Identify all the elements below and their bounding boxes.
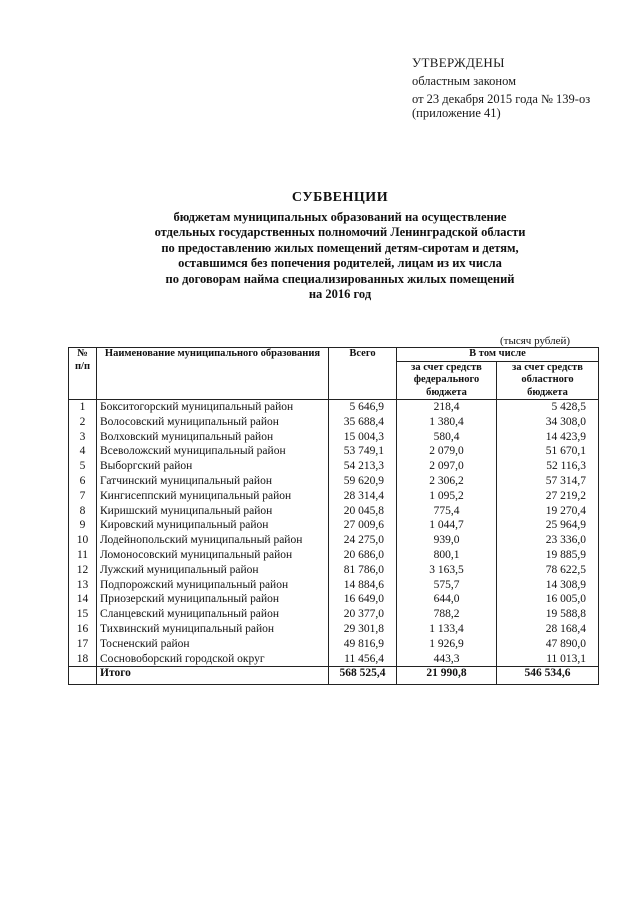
- row-number: 17: [69, 637, 97, 652]
- total-row-label: Итого: [97, 667, 329, 685]
- approval-stamp: [412, 56, 590, 120]
- row-regional: 16 005,0: [497, 592, 599, 607]
- row-regional: 52 116,3: [497, 459, 599, 474]
- row-federal: 788,2: [397, 607, 497, 622]
- row-federal: 218,4: [397, 400, 497, 415]
- document-heading: [80, 190, 600, 303]
- row-federal: 1 133,4: [397, 622, 497, 637]
- row-municipality-name: Киришский муниципальный район: [97, 504, 329, 519]
- row-federal: 3 163,5: [397, 563, 497, 578]
- row-municipality-name: Ломоносовский муниципальный район: [97, 548, 329, 563]
- row-municipality-name: Кировский муниципальный район: [97, 518, 329, 533]
- row-federal: 800,1: [397, 548, 497, 563]
- row-number: 11: [69, 548, 97, 563]
- row-municipality-name: Сосновоборский городской округ: [97, 652, 329, 667]
- heading-line: на 2016 год: [308, 287, 372, 301]
- row-municipality-name: Выборгский район: [97, 459, 329, 474]
- row-total: 24 275,0: [329, 533, 397, 548]
- row-regional: 28 168,4: [497, 622, 599, 637]
- col-header-name: Наименование муниципального образования: [97, 348, 329, 400]
- table-row: [69, 415, 599, 430]
- row-federal: 939,0: [397, 533, 497, 548]
- heading-line: отдельных государственных полномочий Ленинградской области: [154, 225, 526, 239]
- table-row: [69, 637, 599, 652]
- row-federal: 775,4: [397, 504, 497, 519]
- approval-title: УТВЕРЖДЕНЫ: [412, 55, 505, 70]
- total-row-number: [69, 667, 97, 685]
- table-row: [69, 548, 599, 563]
- row-federal: 1 926,9: [397, 637, 497, 652]
- approval-line-appendix: (приложение 41): [412, 106, 501, 120]
- row-federal: 2 079,0: [397, 444, 497, 459]
- row-federal: 2 306,2: [397, 474, 497, 489]
- heading-line: по предоставлению жилых помещений детям-сиротам и детям,: [161, 240, 519, 255]
- row-number: 15: [69, 607, 97, 622]
- row-total: 27 009,6: [329, 518, 397, 533]
- row-regional: 25 964,9: [497, 518, 599, 533]
- row-regional: 51 670,1: [497, 444, 599, 459]
- row-federal: 644,0: [397, 592, 497, 607]
- approval-line-date: от 23 декабря 2015 года № 139-оз: [412, 92, 591, 106]
- row-total: 11 456,4: [329, 652, 397, 667]
- row-number: 3: [69, 430, 97, 445]
- col-header-regional: за счет средств областного бюджета: [497, 361, 599, 400]
- row-total: 54 213,3: [329, 459, 397, 474]
- row-regional: 11 013,1: [497, 652, 599, 667]
- table-row: [69, 578, 599, 593]
- subsidy-table: [68, 347, 599, 685]
- table-row: [69, 504, 599, 519]
- row-total: 20 686,0: [329, 548, 397, 563]
- table-row: [69, 489, 599, 504]
- row-regional: 19 270,4: [497, 504, 599, 519]
- col-header-including: В том числе: [397, 348, 599, 362]
- row-regional: 78 622,5: [497, 563, 599, 578]
- row-number: 8: [69, 504, 97, 519]
- row-number: 16: [69, 622, 97, 637]
- row-total: 20 377,0: [329, 607, 397, 622]
- heading-line: бюджетам муниципальных образований на осуществление: [173, 209, 507, 224]
- table-row: [69, 533, 599, 548]
- row-municipality-name: Лодейнопольский муниципальный район: [97, 533, 329, 548]
- row-regional: 14 308,9: [497, 578, 599, 593]
- row-regional: 14 423,9: [497, 430, 599, 445]
- table-row: [69, 592, 599, 607]
- table-row: [69, 607, 599, 622]
- total-row-sum: 568 525,4: [329, 667, 397, 685]
- table-row: [69, 474, 599, 489]
- row-municipality-name: Гатчинский муниципальный район: [97, 474, 329, 489]
- row-total: 5 646,9: [329, 400, 397, 415]
- total-row-federal: 21 990,8: [397, 667, 497, 685]
- row-total: 15 004,3: [329, 430, 397, 445]
- row-number: 4: [69, 444, 97, 459]
- row-regional: 23 336,0: [497, 533, 599, 548]
- row-number: 7: [69, 489, 97, 504]
- row-number: 1: [69, 400, 97, 415]
- table-row: [69, 459, 599, 474]
- row-federal: 1 095,2: [397, 489, 497, 504]
- table-row: [69, 444, 599, 459]
- total-row-regional: 546 534,6: [497, 667, 599, 685]
- row-municipality-name: Волосовский муниципальный район: [97, 415, 329, 430]
- row-federal: 575,7: [397, 578, 497, 593]
- table-row: [69, 622, 599, 637]
- row-municipality-name: Тосненский район: [97, 637, 329, 652]
- table-row: [69, 652, 599, 667]
- row-municipality-name: Кингисеппский муниципальный район: [97, 489, 329, 504]
- row-regional: 19 885,9: [497, 548, 599, 563]
- row-number: 5: [69, 459, 97, 474]
- row-federal: 580,4: [397, 430, 497, 445]
- row-municipality-name: Лужский муниципальный район: [97, 563, 329, 578]
- row-regional: 27 219,2: [497, 489, 599, 504]
- row-number: 18: [69, 652, 97, 667]
- row-regional: 34 308,0: [497, 415, 599, 430]
- approval-line-law: областным законом: [412, 74, 517, 88]
- row-number: 12: [69, 563, 97, 578]
- row-total: 59 620,9: [329, 474, 397, 489]
- row-number: 6: [69, 474, 97, 489]
- row-total: 53 749,1: [329, 444, 397, 459]
- col-header-number: № п/п: [69, 348, 97, 400]
- row-number: 10: [69, 533, 97, 548]
- heading-line: по договорам найма специализированных жилых помещений: [165, 271, 515, 286]
- row-total: 16 649,0: [329, 592, 397, 607]
- row-regional: 19 588,8: [497, 607, 599, 622]
- heading-line: оставшимся без попечения родителей, лицам из их числа: [178, 256, 502, 270]
- row-regional: 57 314,7: [497, 474, 599, 489]
- row-total: 35 688,4: [329, 415, 397, 430]
- col-header-federal: за счет средств федерального бюджета: [397, 361, 497, 400]
- row-total: 81 786,0: [329, 563, 397, 578]
- row-regional: 5 428,5: [497, 400, 599, 415]
- row-municipality-name: Волховский муниципальный район: [97, 430, 329, 445]
- row-total: 29 301,8: [329, 622, 397, 637]
- row-number: 9: [69, 518, 97, 533]
- row-number: 2: [69, 415, 97, 430]
- row-number: 13: [69, 578, 97, 593]
- row-municipality-name: Сланцевский муниципальный район: [97, 607, 329, 622]
- row-federal: 1 380,4: [397, 415, 497, 430]
- row-regional: 47 890,0: [497, 637, 599, 652]
- units-note: (тысяч рублей): [500, 335, 571, 347]
- total-row: [69, 667, 599, 685]
- table-body: [69, 400, 599, 667]
- row-number: 14: [69, 592, 97, 607]
- row-total: 49 816,9: [329, 637, 397, 652]
- document-title: СУБВЕНЦИИ: [291, 190, 389, 205]
- table-row: [69, 518, 599, 533]
- row-municipality-name: Тихвинский муниципальный район: [97, 622, 329, 637]
- row-total: 28 314,4: [329, 489, 397, 504]
- row-municipality-name: Подпорожский муниципальный район: [97, 578, 329, 593]
- table-row: [69, 400, 599, 415]
- row-federal: 443,3: [397, 652, 497, 667]
- row-total: 20 045,8: [329, 504, 397, 519]
- row-federal: 1 044,7: [397, 518, 497, 533]
- col-header-total: Всего: [329, 348, 397, 400]
- row-municipality-name: Всеволожский муниципальный район: [97, 444, 329, 459]
- table-row: [69, 430, 599, 445]
- row-federal: 2 097,0: [397, 459, 497, 474]
- row-municipality-name: Приозерский муниципальный район: [97, 592, 329, 607]
- row-municipality-name: Бокситогорский муниципальный район: [97, 400, 329, 415]
- table-row: [69, 563, 599, 578]
- row-total: 14 884,6: [329, 578, 397, 593]
